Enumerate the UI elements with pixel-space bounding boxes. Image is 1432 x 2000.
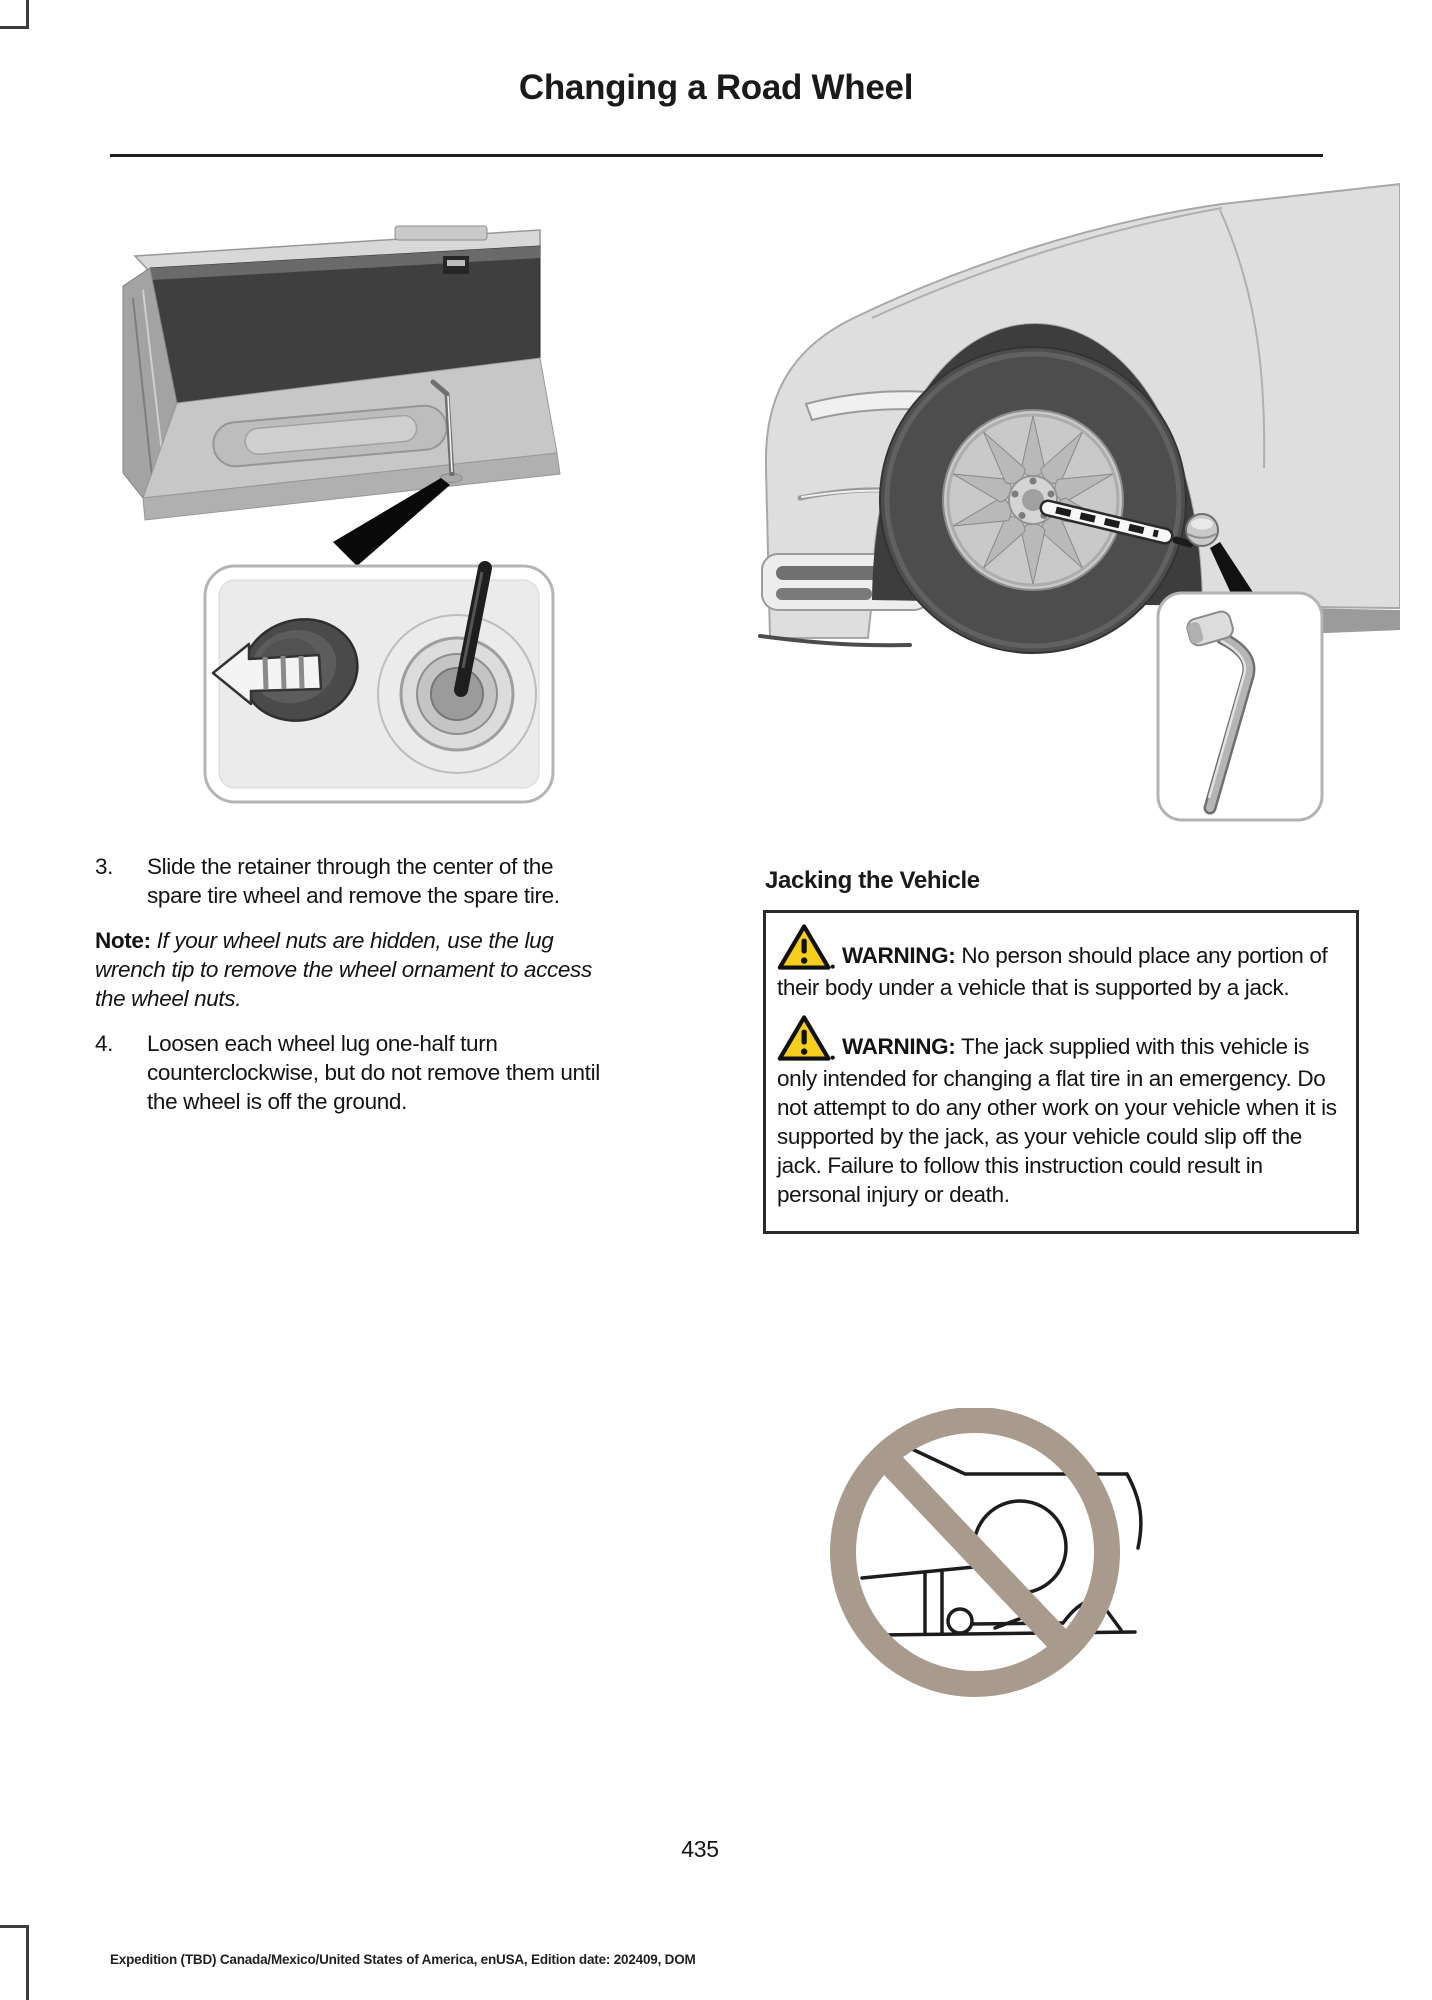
step-number: 4. <box>95 1031 114 1056</box>
warning-triangle-icon <box>777 921 835 973</box>
wheel-nut-cap <box>1186 514 1218 546</box>
no-person-under-vehicle-illustration <box>665 1408 1145 1708</box>
step-number: 3. <box>95 854 114 879</box>
note-label: Note: <box>95 928 151 953</box>
step-3 <box>95 852 602 910</box>
page-number: 435 <box>681 1836 719 1862</box>
page-corner-mark-bottom-left <box>0 1925 29 2000</box>
jacking-section <box>763 866 1359 1234</box>
warning-box <box>763 910 1359 1234</box>
step-text: Loosen each wheel lug one-half turn counterclockwise, but do not remove them until the wheel is off the ground. <box>147 1031 600 1114</box>
page-corner-mark-top-left <box>0 0 29 29</box>
warning-triangle-icon <box>777 1012 835 1064</box>
note-text: If your wheel nuts are hidden, use the lug wrench tip to remove the wheel ornament to access the wheel nuts. <box>95 928 592 1011</box>
instructions-column <box>95 852 602 1132</box>
warning-label: WARNING: <box>842 943 956 968</box>
warning-2 <box>777 1012 1348 1209</box>
spare-tire-compartment-illustration <box>95 168 565 813</box>
step-text: Slide the retainer through the center of the spare tire wheel and remove the spare tire. <box>147 854 560 908</box>
warning-text: The jack supplied with this vehicle is only intended for changing a flat tire in an emergency. Do not attempt to do any other work on your vehicle when it is supported by the jack, as your vehicle could slip off the jack. Failure to follow this instruction could result in personal injury or death. <box>777 1034 1337 1207</box>
lug-wrench-inset <box>1158 593 1322 820</box>
warning-1 <box>777 921 1348 1002</box>
vehicle-wheel-illustration <box>610 168 1400 823</box>
note <box>95 926 602 1013</box>
footer-edition-line: Expedition (TBD) Canada/Mexico/United States of America, enUSA, Edition date: 202409, DOM <box>110 1952 696 1967</box>
title-divider <box>110 154 1323 157</box>
wheel-ornament-inset <box>205 566 553 802</box>
front-wheel <box>880 347 1186 653</box>
warning-label: WARNING: <box>842 1034 956 1059</box>
page-title: Changing a Road Wheel <box>518 68 914 107</box>
section-heading: Jacking the Vehicle <box>765 867 980 894</box>
step-4 <box>95 1029 602 1116</box>
warning-text: No person should place any portion of their body under a vehicle that is supported by a jack. <box>777 943 1328 1000</box>
